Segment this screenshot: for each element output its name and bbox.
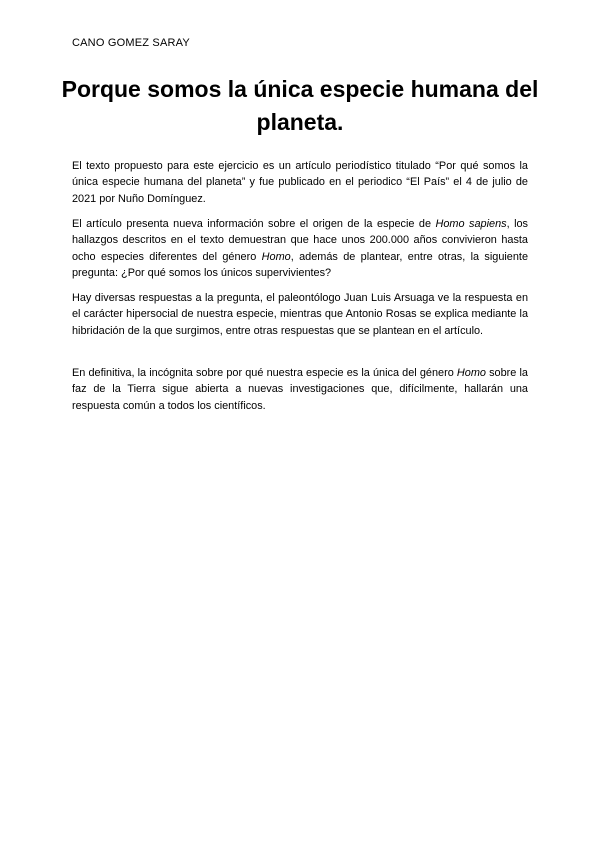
document-title: Porque somos la única especie humana del planeta. [61, 76, 539, 135]
paragraph-4 [72, 365, 528, 414]
paragraph-text: Hay diversas respuestas a la pregunta, el paleontólogo Juan Luis Arsuaga ve la respuesta en el carácter hipersocial de nuestra especie, mientras que Antonio Rosas se explica mediante la hibridación de la que surgimos, entre otras respuestas que se plantean en el artículo. [72, 292, 528, 337]
paragraph-2 [72, 216, 528, 282]
paragraph-1 [72, 158, 528, 207]
paragraph-text: En definitiva, la incógnita sobre por qué nuestra especie es la única del género [72, 367, 457, 379]
paragraph-text: , los hallazgos descritos en el texto demuestran que hace unos 200.000 años convivieron hasta ocho especies diferentes del género [72, 218, 528, 263]
paragraph-3 [72, 290, 528, 339]
paragraph-text: sobre la faz de la Tierra sigue abierta a nuevas investigaciones que, difícilmente, hallarán una respuesta común a todos los científicos. [72, 367, 528, 412]
paragraph-text: El artículo presenta nueva información sobre el origen de la especie de [72, 218, 436, 230]
author-name: CANO GOMEZ SARAY [72, 37, 190, 49]
paragraph-text: , además de plantear, entre otras, la siguiente pregunta: ¿Por qué somos los únicos supervivientes? [72, 250, 529, 280]
genus-name: Homo [456, 367, 486, 379]
species-name: Homo sapiens [435, 218, 507, 230]
paragraph-text: El texto propuesto para este ejercicio es un artículo periodístico titulado “Por qué somos la única especie humana del planeta” y fue publicado en el periodico “El País” el 4 de julio de 2021 por Nuño Domínguez. [72, 160, 528, 205]
genus-name: Homo [261, 250, 291, 263]
